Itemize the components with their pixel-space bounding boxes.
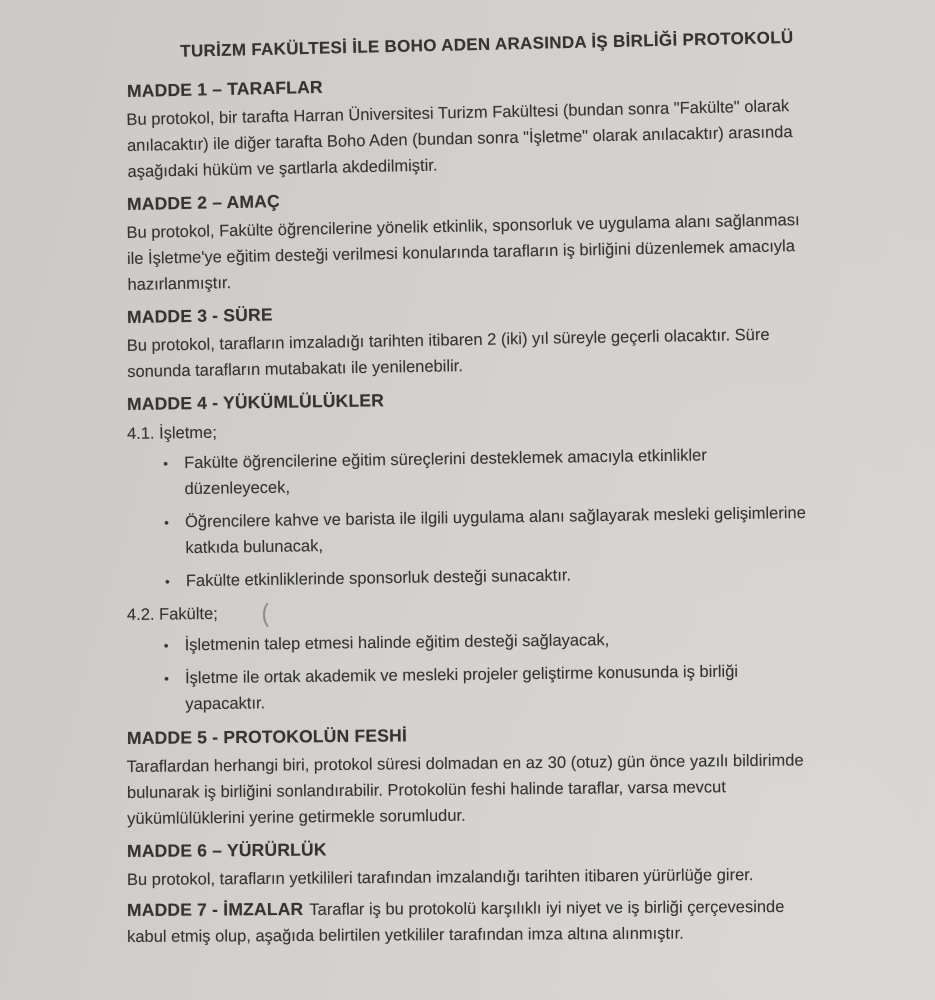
document-title: TURİZM FAKÜLTESİ İLE BOHO ADEN ARASINDA İŞ BİRLİĞİ PROTOKOLÜ [180,27,794,61]
madde6-paragraph [127,861,847,893]
paragraph-line: anılacaktır) ile diğer tarafta Boho Aden (bundan sonra "İşletme" olarak anılacaktır) arasında [126,123,793,155]
paragraph-line: Taraflar iş bu protokolü karşılıklı iyi niyet ve iş birliği çerçevesinde [309,897,785,919]
madde2-heading: MADDE 2 – AMAÇ [126,191,281,214]
paragraph-line: Taraflardan herhangi biri, protokol süresi dolmadan en az 30 (otuz) gün önce yazılı bildirimde [126,751,804,777]
clause-4-1-label: 4.1. İşletme; [126,423,217,443]
paragraph-line: Bu protokol, tarafların imzaladığı tarihten itibaren 2 (iki) yıl süreyle geçerli olacaktır. Süre [126,325,770,356]
list-item: • Fakülte öğrencilerine eğitim süreçlerini desteklemek amacıyla etkinlikler düzenleyecek, [184,440,847,502]
madde3-paragraph [127,320,848,385]
paragraph-line: yükümlülüklerini yerine getirmekle sorumludur. [127,806,466,828]
paragraph-line: aşağıdaki hüküm ve şartlarla akdedilmiştir. [127,156,438,181]
paragraph-line: hazırlanmıştır. [127,274,232,294]
list-item: • Öğrencilere kahve ve barista ile ilgili uygulama alanı sağlayarak mesleki gelişimlerine katkıda bulunacak, [185,499,848,561]
list-item: • İşletmenin talep etmesi halinde eğitim desteği sağlayacak, [184,624,846,658]
madde5-paragraph [127,747,848,832]
paragraph-line: bulunarak iş birliğini sonlandırabilir. Protokolün feshi halinde taraflar, varsa mevcut [126,778,726,802]
clause-4-1-list [126,440,848,595]
paragraph-line: Bu protokol, tarafların yetkilileri tarafından imzalandığı tarihten itibaren yürürlüğe girer. [126,866,754,889]
madde7-paragraph [127,893,847,950]
list-item: • Fakülte etkinliklerinde sponsorluk desteği sunacaktır. [186,558,848,594]
madde6-heading: MADDE 6 – YÜRÜRLÜK [126,839,327,861]
madde4-heading: MADDE 4 - YÜKÜMLÜLÜKLER [126,390,385,414]
madde3-heading: MADDE 3 - SÜRE [126,304,273,327]
paragraph-line: kabul etmiş olup, aşağıda belirtilen yetkililer tarafından imza altına alınmıştır. [127,924,684,946]
madde1-heading: MADDE 1 – TARAFLAR [126,76,323,101]
list-item: • İşletme ile ortak akademik ve mesleki projeler geliştirme konusunda iş birliği yapacaktır. [185,657,848,717]
paragraph-line: ile İşletme'ye eğitim desteği verilmesi konularında tarafların iş birliğini düzenlemek amacıyla [126,237,796,268]
clause-4-2-list [126,624,847,718]
clause-4-2-label: 4.2. Fakülte; ( [127,593,847,629]
madde1-paragraph [126,92,847,185]
madde5-heading: MADDE 5 - PROTOKOLÜN FESHİ [126,725,408,748]
madde2-paragraph [126,206,847,298]
paragraph-line: sonunda tarafların mutabakatı ile yenilenebilir. [127,357,464,381]
paragraph-line: Bu protokol, bir tarafta Harran Üniversitesi Turizm Fakültesi (bundan sonra "Fakülte" olarak [126,97,790,130]
madde7-heading: MADDE 7 - İMZALAR [126,898,304,921]
handwritten-pen-mark: ( [261,599,269,628]
paragraph-line: Bu protokol, Fakülte öğrencilerine yönelik etkinlik, sponsorluk ve uygulama alanı sağlanması [126,211,800,243]
